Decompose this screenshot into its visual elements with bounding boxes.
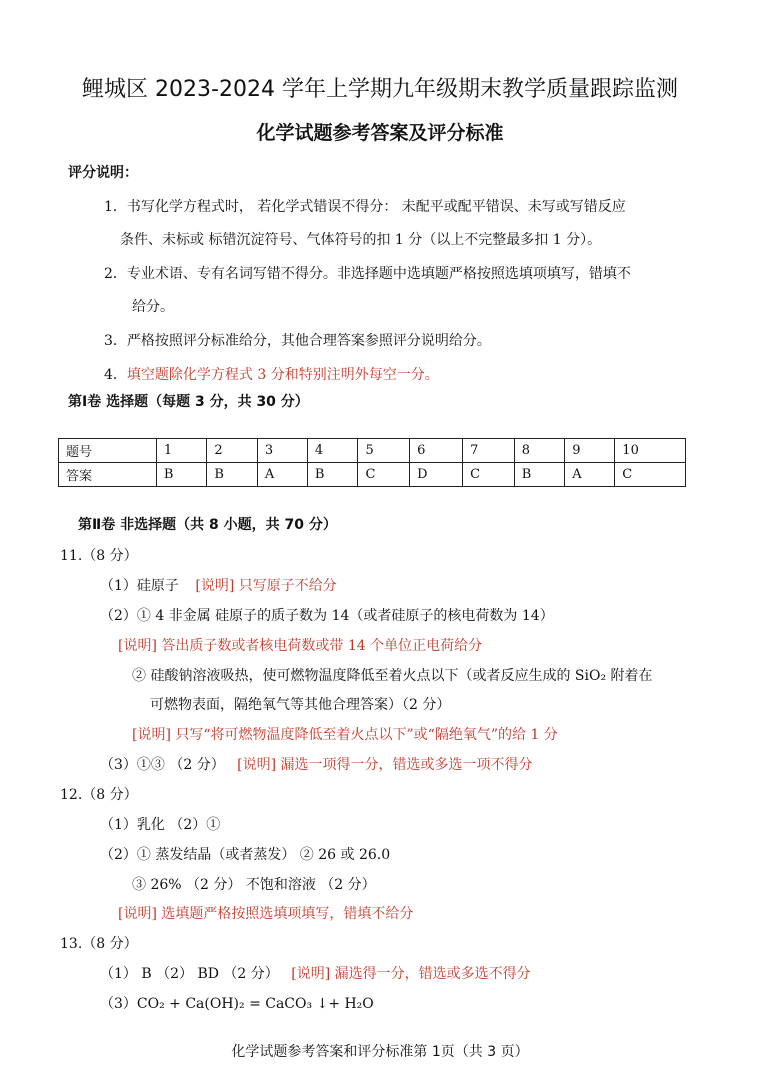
q12-note: [说明] 选填题严格按照选填项填写，错填不给分: [118, 906, 414, 922]
grading-note-4-text: 填空题除化学方程式 3 分和特别注明外每空一分。: [126, 367, 439, 383]
grading-note-3: 3．严格按照评分标准给分，其他合理答案参照评分说明给分。: [104, 333, 491, 349]
answer-cell: A: [257, 463, 307, 487]
q11-answer-3: [100, 754, 533, 774]
question-number: 9: [565, 439, 615, 463]
grading-notes-heading: 评分说明：: [68, 165, 138, 181]
question-number: 3: [257, 439, 307, 463]
q12-answer-1: （1）乳化 （2）①: [100, 817, 221, 833]
q11-answer-1-text: （1）硅原子: [100, 578, 179, 594]
q11-title: 11.（8 分）: [60, 548, 138, 564]
q11-answer-2b-note: [说明] 只写“将可燃物温度降低至着火点以下”或“隔绝氧气”的给 1 分: [132, 727, 558, 743]
answer-cell: B: [156, 463, 207, 487]
question-number: 5: [358, 439, 410, 463]
page-subtitle: 化学试题参考答案及评分标准: [256, 122, 504, 144]
answer-cell: B: [514, 463, 565, 487]
grading-note-4-number: 4．: [104, 367, 127, 383]
q13-title: 13.（8 分）: [60, 936, 138, 952]
q12-title: 12.（8 分）: [60, 787, 138, 803]
part1-heading: 第Ⅰ卷 选择题（每题 3 分，共 30 分）: [68, 394, 309, 410]
q11-answer-2b-line1: ② 硅酸钠溶液吸热，使可燃物温度降低至着火点以下（或者反应生成的 SiO₂ 附着在: [132, 668, 653, 684]
grading-note-2-line1: 2．专业术语、专有名词写错不得分。非选择题中选填题严格按照选填项填写，错填不: [104, 266, 631, 282]
question-number: 6: [410, 439, 463, 463]
question-number: 7: [463, 439, 515, 463]
page-title: 鲤城区 2023-2024 学年上学期九年级期末教学质量跟踪监测: [82, 77, 678, 102]
answer-cell: B: [307, 463, 358, 487]
answer-cell: C: [463, 463, 515, 487]
q11-answer-1: [100, 575, 337, 595]
q13-answer-1-text: （1） B （2） BD （2 分）: [100, 966, 279, 982]
q11-answer-3-text: （3）①③ （2 分）: [100, 757, 225, 773]
grading-note-1-line2: 条件、未标或 标错沉淀符号、气体符号的扣 1 分（以上不完整最多扣 1 分）。: [120, 232, 602, 248]
q11-answer-3-note: [说明] 漏选一项得一分，错选或多选一项不得分: [237, 757, 533, 773]
answer-cell: A: [565, 463, 615, 487]
answer-table-question-row: [59, 439, 686, 463]
grading-note-4: [104, 364, 439, 384]
q11-answer-1-note: [说明] 只写原子不给分: [195, 578, 337, 594]
grading-note-2-line2: 给分。: [132, 299, 174, 315]
question-number: 2: [207, 439, 258, 463]
q13-answer-3: （3）CO₂ + Ca(OH)₂ = CaCO₃ ↓+ H₂O: [100, 996, 374, 1012]
answer-cell: C: [358, 463, 410, 487]
grading-note-1-line1: 1．书写化学方程式时， 若化学式错误不得分： 未配平或配平错误、未写或写错反应: [104, 199, 626, 215]
q12-answer-2: （2）① 蒸发结晶（或者蒸发） ② 26 或 26.0: [100, 847, 391, 863]
question-row-label: 题号: [59, 439, 157, 463]
answer-table-answer-row: [59, 463, 686, 487]
question-number: 10: [615, 439, 686, 463]
q13-answer-1-note: [说明] 漏选得一分，错选或多选不得分: [291, 966, 531, 982]
answer-cell: C: [615, 463, 686, 487]
part2-heading: 第Ⅱ卷 非选择题（共 8 小题，共 70 分）: [78, 517, 337, 533]
answer-cell: D: [410, 463, 463, 487]
q12-answer-3: ③ 26% （2 分） 不饱和溶液 （2 分）: [132, 877, 376, 893]
question-number: 1: [156, 439, 207, 463]
question-number: 8: [514, 439, 565, 463]
answer-table: [58, 438, 686, 487]
q11-answer-2: （2）① 4 非金属 硅原子的质子数为 14（或者硅原子的核电荷数为 14）: [100, 608, 554, 624]
answer-cell: B: [207, 463, 258, 487]
q13-answer-1: [100, 963, 531, 983]
q11-answer-2b-line2: 可燃物表面，隔绝氧气等其他合理答案）（2 分）: [150, 697, 451, 713]
question-number: 4: [307, 439, 358, 463]
q11-answer-2-note: [说明] 答出质子数或者核电荷数或带 14 个单位正电荷给分: [118, 638, 483, 654]
answer-row-label: 答案: [59, 463, 157, 487]
page-footer: 化学试题参考答案和评分标准第 1页（共 3 页）: [231, 1044, 529, 1060]
